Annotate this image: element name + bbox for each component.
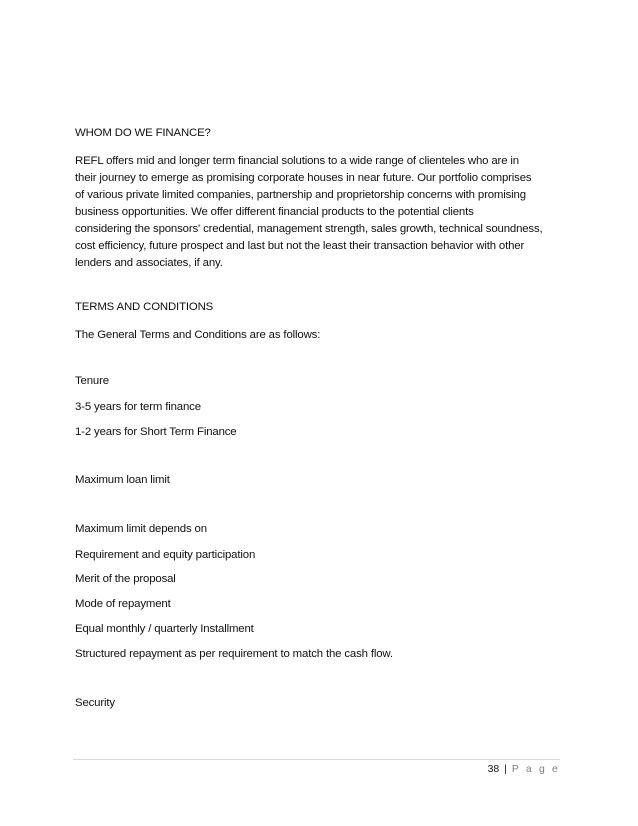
- heading-whom-do-we-finance: WHOM DO WE FINANCE?: [75, 127, 211, 139]
- security-label: Security: [75, 697, 115, 709]
- footer-separator: |: [504, 764, 507, 775]
- limit-item: Requirement and equity participation: [75, 549, 256, 561]
- whom-paragraph-line: of various private limited companies, partnership and proprietorship concerns with promising: [75, 189, 526, 201]
- whom-paragraph-line: their journey to emerge as promising corporate houses in near future. Our portfolio comprises: [75, 172, 532, 184]
- whom-paragraph-line: REFL offers mid and longer term financial solutions to a wide range of clienteles who are in: [75, 155, 519, 167]
- repayment-label: Mode of repayment: [75, 598, 171, 610]
- tenure-item: 3-5 years for term finance: [75, 401, 201, 413]
- whom-paragraph-line: business opportunities. We offer different financial products to the potential clients: [75, 206, 474, 218]
- whom-paragraph-line: lenders and associates, if any.: [75, 257, 223, 269]
- repayment-item: Equal monthly / quarterly Installment: [75, 623, 254, 635]
- page-number: 38: [487, 764, 500, 775]
- tenure-item: 1-2 years for Short Term Finance: [75, 426, 237, 438]
- footer-divider: [73, 759, 560, 760]
- page-footer: [488, 763, 560, 777]
- page-word: P a g e: [511, 764, 560, 775]
- tenure-label: Tenure: [75, 375, 109, 387]
- repayment-item: Structured repayment as per requirement to match the cash flow.: [75, 648, 393, 660]
- max-limit-depends-label: Maximum limit depends on: [75, 523, 207, 535]
- whom-paragraph-line: cost efficiency, future prospect and last but not the least their transaction behavior with other: [75, 240, 525, 252]
- heading-terms-and-conditions: TERMS AND CONDITIONS: [75, 301, 214, 313]
- whom-paragraph-line: considering the sponsors' credential, management strength, sales growth, technical soundness,: [75, 223, 543, 235]
- terms-intro: The General Terms and Conditions are as follows:: [75, 329, 321, 341]
- limit-item: Merit of the proposal: [75, 573, 176, 585]
- max-loan-limit-label: Maximum loan limit: [75, 474, 170, 486]
